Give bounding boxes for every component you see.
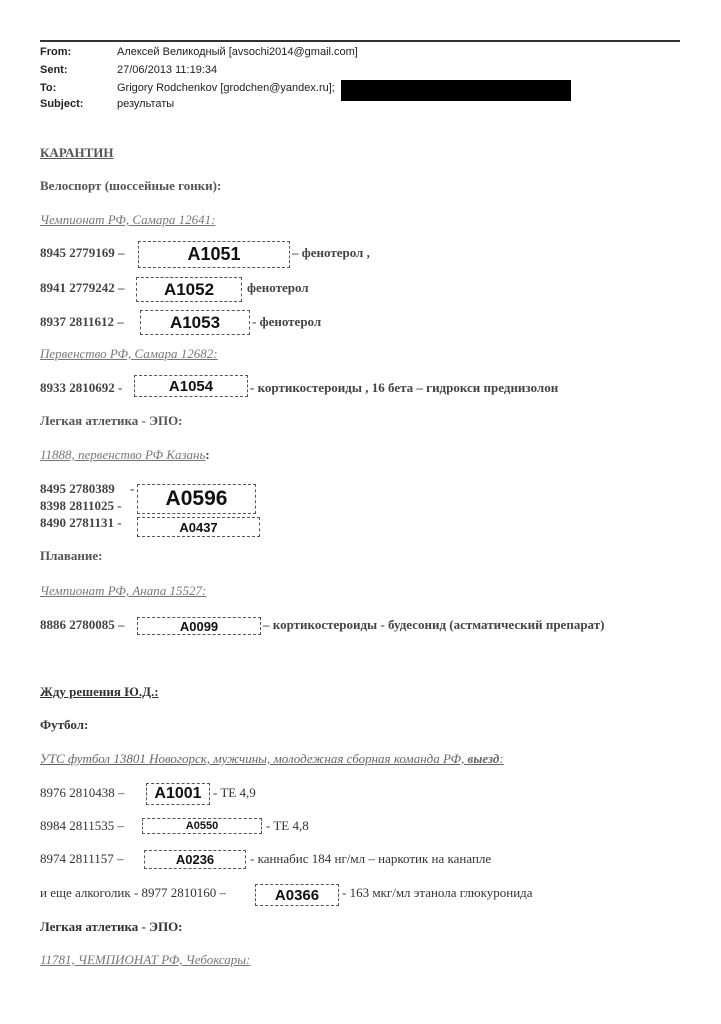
anapa-heading: Чемпионат РФ, Анапа 15527:	[40, 583, 207, 598]
athlete-code: A0236	[144, 850, 246, 869]
sample-id: 8976 2810438 –	[40, 785, 125, 800]
redaction-bar	[341, 80, 571, 101]
cycling-heading: Велоспорт (шоссейные гонки):	[40, 178, 222, 193]
uts-heading	[40, 751, 504, 767]
substance-result: - 163 мкг/мл этанола глюкуронида	[342, 885, 533, 900]
athlete-code: A1052	[136, 277, 242, 302]
from-label: From:	[40, 46, 72, 58]
athlete-code: A0366	[255, 884, 339, 906]
subject-value: результаты	[117, 98, 175, 110]
sample-id: 8886 2780085 –	[40, 617, 125, 632]
sample-id: 8937 2811612 –	[40, 314, 124, 329]
substance-result: - кортикостероиды , 16 бета – гидрокси преднизолон	[250, 380, 559, 395]
subject-label: Subject:	[40, 98, 84, 110]
uts-bold: выезд	[467, 751, 500, 766]
kazan-link-text: 11888, первенство РФ Казань	[40, 447, 206, 462]
athletics-epo-heading-2: Легкая атлетика - ЭПО:	[40, 919, 183, 934]
athlete-code: A0099	[137, 617, 261, 635]
substance-result: фенотерол	[247, 280, 309, 295]
substance-result: - TE 4,8	[266, 818, 309, 833]
athlete-code: A0550	[142, 818, 262, 834]
athlete-code: A1054	[134, 375, 248, 397]
sample-id: 8945 2779169 –	[40, 245, 125, 260]
sample-id: и еще алкоголик - 8977 2810160 –	[40, 885, 226, 900]
athlete-code: A0596	[137, 484, 256, 514]
from-value: Алексей Великодный [avsochi2014@gmail.com]	[117, 46, 358, 58]
athlete-code: A1053	[140, 310, 250, 335]
substance-result: – кортикостероиды - будесонид (астматический препарат)	[263, 617, 605, 632]
champ-samara-heading: Чемпионат РФ, Самара 12641:	[40, 212, 216, 227]
athlete-code: A0437	[137, 517, 260, 537]
header-rule	[40, 40, 680, 42]
sample-id: 8398 2811025 -	[40, 498, 122, 513]
to-label: To:	[40, 82, 57, 94]
kazan-colon: :	[205, 447, 210, 462]
athletics-epo-heading: Легкая атлетика - ЭПО:	[40, 413, 183, 428]
swimming-heading: Плавание:	[40, 548, 103, 563]
sample-dash: -	[130, 481, 135, 496]
waiting-heading: Жду решения Ю.Д.:	[40, 684, 159, 699]
athlete-code: A1051	[138, 241, 290, 268]
substance-result: - каннабис 184 нг/мл – наркотик на канапле	[250, 851, 492, 866]
uts-colon: :	[499, 751, 504, 766]
kazan-heading	[40, 447, 210, 463]
sample-id: 8933 2810692 -	[40, 380, 123, 395]
quarantine-heading: КАРАНТИН	[40, 145, 114, 160]
sample-id: 8941 2779242 –	[40, 280, 125, 295]
sample-id: 8490 2781131 -	[40, 515, 122, 530]
sample-id: 8495 2780389	[40, 481, 115, 496]
cheboksary-heading: 11781, ЧЕМПИОНАТ РФ, Чебоксары:	[40, 952, 251, 967]
sent-label: Sent:	[40, 64, 68, 76]
uts-text: УТС футбол 13801 Новогорск, мужчины, молодежная сборная команда РФ,	[40, 751, 468, 766]
substance-result: – фенотерол ,	[292, 245, 370, 260]
sample-id: 8984 2811535 –	[40, 818, 125, 833]
sent-value: 27/06/2013 11:19:34	[117, 64, 218, 76]
athlete-code: A1001	[146, 783, 210, 805]
sample-id: 8974 2811157 –	[40, 851, 124, 866]
substance-result: - TE 4,9	[213, 785, 256, 800]
perv-samara-heading: Первенство РФ, Самара 12682:	[40, 346, 218, 361]
football-heading: Футбол:	[40, 717, 89, 732]
to-value: Grigory Rodchenkov [grodchen@yandex.ru];	[117, 82, 335, 94]
substance-result: - фенотерол	[252, 314, 322, 329]
